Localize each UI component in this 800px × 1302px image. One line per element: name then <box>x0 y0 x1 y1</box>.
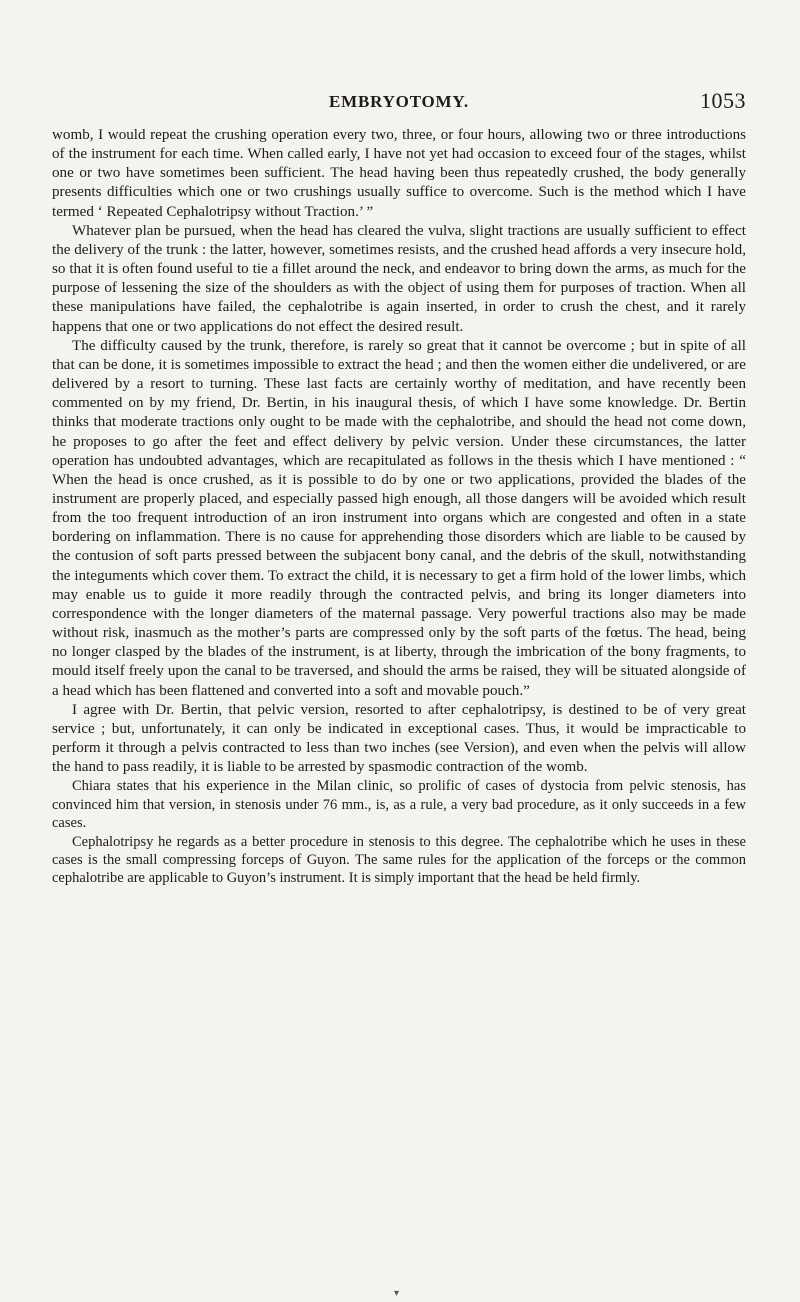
page-header <box>52 88 746 114</box>
body-text <box>52 126 746 888</box>
paragraph-6: Cephalotripsy he regards as a better procedure in stenosis to this degree. The cephalotribe which he uses in these cases is the small compressing forceps of Guyon. The same rules for the application of the forceps or the common cephalotribe are applicable to Guyon’s instrument. It is simply important that the head be held firmly. <box>52 833 746 887</box>
printer-mark: ▾ <box>394 1288 400 1299</box>
paragraph-1: womb, I would repeat the crushing operation every two, three, or four hours, allowing two or three introductions of the instrument for each time. When called early, I have not yet had occasion to exceed four of the stages, whilst one or two have sometimes been sufficient. The head having been thus repeatedly crushed, the body generally presents difficulties which one or two crushings usually suffice to overcome. Such is the method which I have termed ‘ Repeated Cephalotripsy without Traction.’ ” <box>52 127 746 220</box>
paragraph-4: I agree with Dr. Bertin, that pelvic version, resorted to after cephalotripsy, is destined to be of very great service ; but, unfortunately, it can only be indicated in exceptional cases. Thus, it would be impracticable to perform it through a pelvis contracted to less than two inches (see Version), and even when the pelvis will allow the hand to pass readily, it is liable to be arrested by spasmodic contraction of the womb. <box>52 701 746 776</box>
running-head: EMBRYOTOMY. <box>329 92 469 111</box>
page-number: 1053 <box>700 88 746 113</box>
paragraph-2: Whatever plan be pursued, when the head has cleared the vulva, slight tractions are usually sufficient to effect the delivery of the trunk : the latter, however, sometimes resists, and the crushed head affords a very insecure hold, so that it is often found useful to tie a fillet around the neck, and endeavor to bring down the arms, as much for the purpose of lessening the size of the shoulders as with the object of using them for purposes of traction. When all these manipulations have failed, the cephalotribe is again inserted, in order to crush the chest, and it rarely happens that one or two applications do not effect the desired result. <box>52 222 746 335</box>
paragraph-5: Chiara states that his experience in the Milan clinic, so prolific of cases of dystocia from pelvic stenosis, has convinced him that version, in stenosis under 76 mm., is, as a rule, a very bad procedure, as it only succeeds in a few cases. <box>52 778 746 832</box>
paragraph-3: The difficulty caused by the trunk, therefore, is rarely so great that it cannot be overcome ; but in spite of all that can be done, it is sometimes impossible to extract the head ; and then the women either die undelivered, or are delivered by a resort to turning. These last facts are certainly worthy of meditation, and have recently been commented on by my friend, Dr. Bertin, in his inaugural thesis, of which I have some knowledge. Dr. Bertin thinks that moderate tractions only ought to be made with the cephalotribe, and should the head not come down, he proposes to go after the feet and effect delivery by pelvic version. Under these circumstances, the latter operation has undoubted advantages, which are recapitulated as follows in the thesis which I have mentioned : “ When the head is once crushed, as it is possible to do by one or two applications, provided the blades of the instrument are properly placed, and especially passed high enough, all those dangers will be avoided which result from the too frequent introduction of an iron instrument into organs which are congested and often in a state bordering on inflammation. There is no cause for apprehending those disorders which are liable to be caused by the contusion of soft parts pressed between the subjacent bony canal, and the debris of the skull, notwithstanding the integuments which cover them. To extract the child, it is necessary to get a firm hold of the lower limbs, which may enable us to guide it more readily through the contracted pelvis, and bring its longer diameters into correspondence with the longer diameters of the maternal passage. Very powerful tractions also may be made without risk, inasmuch as the mother’s parts are compressed only by the soft parts of the fœtus. The head, being no longer clasped by the blades of the instrument, is at liberty, through the imbrication of the bony fragments, to mould itself freely upon the canal to be traversed, and should the arms be raised, they will be situated alongside of a head which has been flattened and converted into a soft and movable pouch.” <box>52 337 746 699</box>
